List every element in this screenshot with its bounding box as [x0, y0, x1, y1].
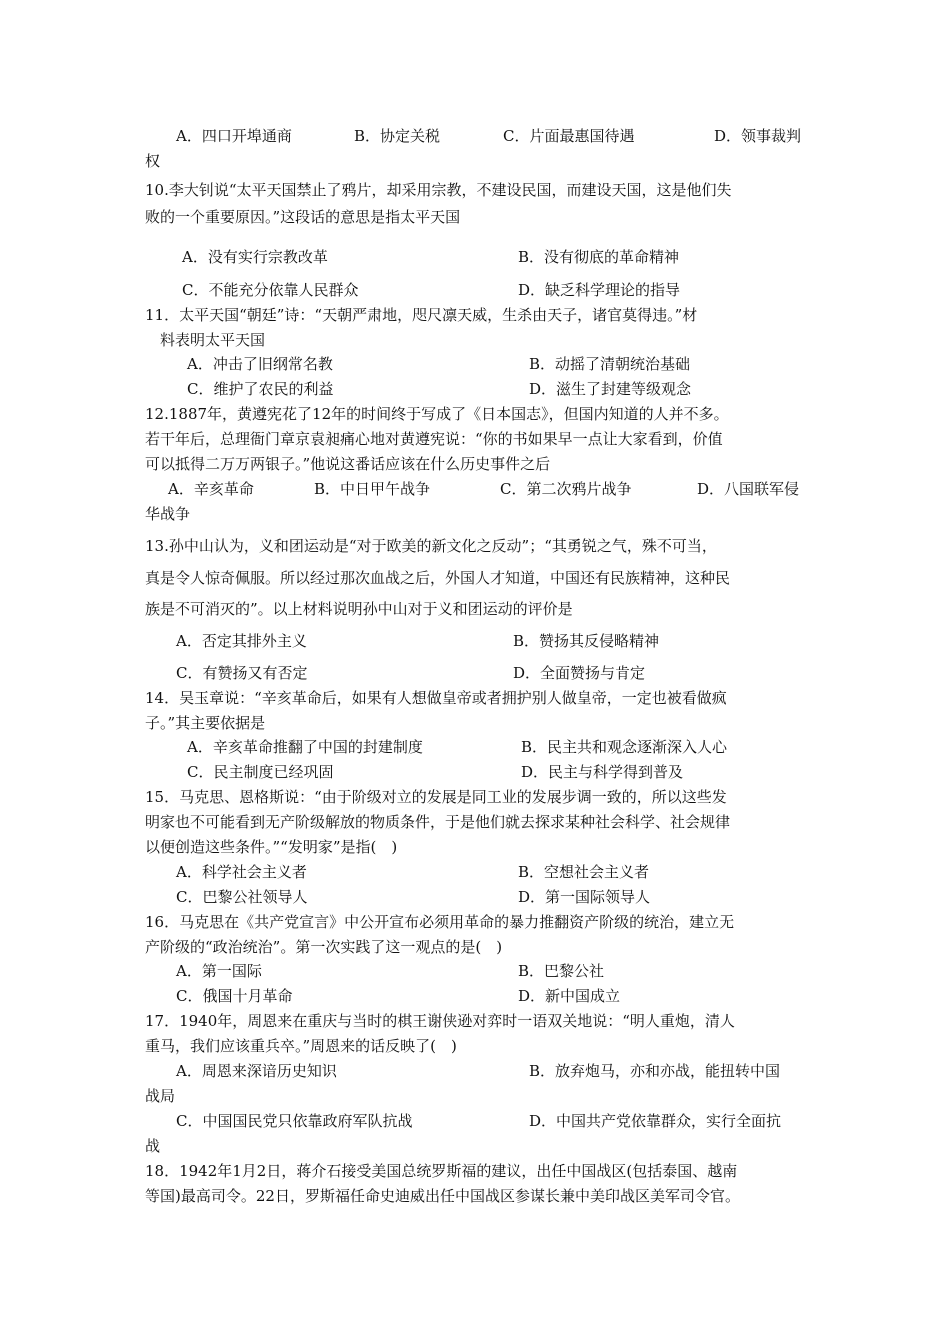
q14-stem-line-1: 14．吴玉章说：“辛亥革命后，如果有人想做皇帝或者拥护别人做皇帝，一定也被看做疯: [145, 689, 727, 707]
q13-option-d: D．全面赞扬与肯定: [513, 664, 646, 682]
q13-option-b: B．赞扬其反侵略精神: [513, 632, 660, 650]
q14-option-b: B．民主共和观念逐渐深入人心: [521, 738, 728, 756]
q18-stem-line-1: 18．1942年1月2日，蒋介石接受美国总统罗斯福的建议，出任中国战区(包括泰国、越南: [145, 1162, 738, 1180]
q16-option-c: C．俄国十月革命: [176, 987, 293, 1005]
q18-stem-line-2: 等国)最高司令。22日，罗斯福任命史迪威出任中国战区参谋长兼中美印战区美军司令官。: [145, 1187, 740, 1205]
q11-stem-line-2: 料表明太平天国: [160, 331, 266, 349]
q10-option-b: B．没有彻底的革命精神: [518, 248, 680, 266]
q16-option-b: B．巴黎公社: [518, 962, 605, 980]
q17-option-b-continuation: 战局: [145, 1087, 176, 1105]
q12-stem-line-1: 12.1887年，黄遵宪花了12年的时间终于写成了《日本国志》，但国内知道的人并不多。: [145, 405, 729, 423]
q9-option-b: B．协定关税: [354, 127, 441, 145]
q10-stem-line-1: 10.李大钊说“太平天国禁止了鸦片，却采用宗教，不建设民国，而建设天国，这是他们失: [145, 181, 732, 199]
q17-option-c: C．中国国民党只依靠政府军队抗战: [176, 1112, 413, 1130]
q11-option-d: D．滋生了封建等级观念: [529, 380, 692, 398]
q16-stem-line-2: 产阶级的“政治统治”。第一次实践了这一观点的是( ): [145, 938, 503, 956]
q9-option-d: D．领事裁判: [714, 127, 802, 145]
q11-option-a: A．冲击了旧纲常名教: [187, 355, 333, 373]
q15-option-c: C．巴黎公社领导人: [176, 888, 308, 906]
q14-option-d: D．民主与科学得到普及: [521, 763, 684, 781]
q12-option-b: B．中日甲午战争: [314, 480, 431, 498]
q11-option-c: C．维护了农民的利益: [187, 380, 334, 398]
q16-stem-line-1: 16．马克思在《共产党宣言》中公开宣布必须用革命的暴力推翻资产阶级的统治，建立无: [145, 913, 735, 931]
q13-stem-line-1: 13.孙中山认为，义和团运动是“对于欧美的新文化之反动”；“其勇锐之气，殊不可当，: [145, 537, 717, 555]
q17-option-d: D．中国共产党依靠群众，实行全面抗: [529, 1112, 782, 1130]
q12-option-d-continuation: 华战争: [145, 505, 191, 523]
q12-stem-line-2: 若干年后，总理衙门章京袁昶痛心地对黄遵宪说：“你的书如果早一点让大家看到，价值: [145, 430, 723, 448]
q9-option-a: A．四口开埠通商: [176, 127, 292, 145]
q10-option-c: C．不能充分依靠人民群众: [182, 281, 359, 299]
q13-stem-line-2: 真是令人惊奇佩服。所以经过那次血战之后，外国人才知道，中国还有民族精神，这种民: [145, 569, 731, 587]
q13-option-a: A．否定其排外主义: [176, 632, 307, 650]
q16-option-d: D．新中国成立: [518, 987, 621, 1005]
q17-option-a: A．周恩来深谙历史知识: [176, 1062, 337, 1080]
q13-option-c: C．有赞扬又有否定: [176, 664, 308, 682]
q9-option-d-continuation: 权: [145, 152, 161, 170]
q15-option-d: D．第一国际领导人: [518, 888, 651, 906]
q15-stem-line-2: 明家也不可能看到无产阶级解放的物质条件，于是他们就去探求某种社会科学、社会规律: [145, 813, 731, 831]
q9-option-c: C．片面最惠国待遇: [503, 127, 635, 145]
q10-option-d: D．缺乏科学理论的指导: [518, 281, 681, 299]
q17-stem-line-2: 重马，我们应该重兵卒。”周恩来的话反映了( ): [145, 1037, 457, 1055]
q11-option-b: B．动摇了清朝统治基础: [529, 355, 691, 373]
q12-stem-line-3: 可以抵得二万万两银子。”他说这番话应该在什么历史事件之后: [145, 455, 551, 473]
q17-stem-line-1: 17．1940年，周恩来在重庆与当时的棋王谢侠逊对弈时一语双关地说：“明人重炮，清人: [145, 1012, 735, 1030]
q12-option-c: C．第二次鸦片战争: [500, 480, 632, 498]
q15-stem-line-1: 15．马克思、恩格斯说：“由于阶级对立的发展是同工业的发展步调一致的，所以这些发: [145, 788, 727, 806]
q16-option-a: A．第一国际: [176, 962, 262, 980]
q10-option-a: A．没有实行宗教改革: [182, 248, 328, 266]
q14-stem-line-2: 子。”其主要依据是: [145, 714, 266, 732]
q13-stem-line-3: 族是不可消灭的”。以上材料说明孙中山对于义和团运动的评价是: [145, 600, 573, 618]
q12-option-a: A．辛亥革命: [168, 480, 254, 498]
q17-option-d-continuation: 战: [145, 1137, 161, 1155]
q14-option-a: A．辛亥革命推翻了中国的封建制度: [187, 738, 423, 756]
q14-option-c: C．民主制度已经巩固: [187, 763, 334, 781]
q10-stem-line-2: 败的一个重要原因。”这段话的意思是指太平天国: [145, 208, 461, 226]
q17-option-b: B．放弃炮马，亦和亦战，能扭转中国: [529, 1062, 781, 1080]
q11-stem-line-1: 11．太平天国“朝廷”诗：“天朝严肃地，咫尺凛天威，生杀由天子，诸官莫得违。”材: [145, 306, 698, 324]
q15-option-b: B．空想社会主义者: [518, 863, 650, 881]
q15-option-a: A．科学社会主义者: [176, 863, 307, 881]
q12-option-d: D．八国联军侵: [697, 480, 800, 498]
q15-stem-line-3: 以便创造这些条件。”“发明家”是指( ): [145, 838, 398, 856]
